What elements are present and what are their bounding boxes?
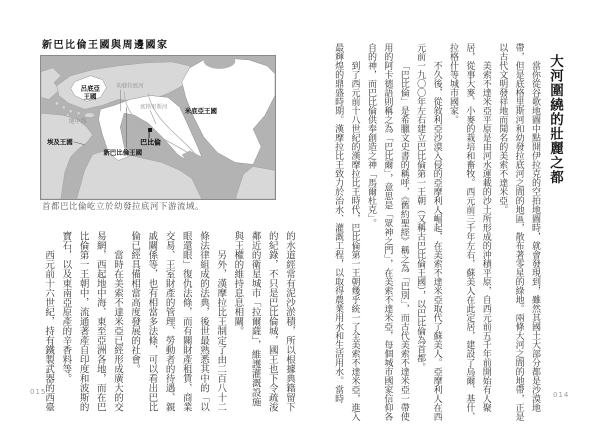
label-euphrates: 幼發拉底河 <box>116 83 144 90</box>
label-media: 米底亞王國 <box>184 107 217 116</box>
paragraph: 當你從谷歌地圖中點開伊拉克的空拍地圖時，就會發現到，雖然其國土大部分都是沙漠地帶，但是底格里斯河和幼發拉底河之間的地區，散布著零星的綠地。兩條大河之間的地帶，正是以古代文明發祥地而聞名的美索不達米亞。 <box>497 43 540 421</box>
island <box>77 112 79 114</box>
paragraph: 西元前十六世紀，持有鐵製武器的西臺 <box>43 250 55 412</box>
label-babylon: 巴比倫 <box>140 138 161 147</box>
paragraph-continuation: 的水道經常有泥沙淤積，所以根據典籍留下的紀錄，不只是巴比倫城，國王也下令疏浚鄰近的衛星城市「拉爾薩」，維護灌溉設施與王權的維持息息相關。 <box>232 231 295 412</box>
right-page-body <box>330 43 543 422</box>
paragraph: 不久後，從敘利亞沙漠入侵的亞摩利人崛起，在美索不達米亞取代了蘇美人。亞摩利人在西元前一九〇〇年左右建立巴比倫第一王朝（又稱古巴比倫王國），以巴比倫為首都。 <box>415 43 442 421</box>
island <box>56 102 59 105</box>
label-mediterranean: 地中海 <box>68 118 87 126</box>
babylon-marker-icon <box>148 128 152 132</box>
page-number-right: 014 <box>553 391 570 399</box>
paragraph: 美索不達米亞平原是由河水運載的沙土所形成的沖積平原，自西元前五千年前開始有人聚居，從事大麥、小麥的栽培和畜牧。西元前三千年左右，蘇美人在此定居，建設了烏爾、基什、拉格什等城市國家。 <box>447 43 491 421</box>
map-figure <box>40 55 276 200</box>
map-svg <box>41 56 275 199</box>
island <box>63 106 65 108</box>
paragraph: 另外，漢摩拉比王制定了由二百八十二條法律組成的法典，後世最熟悉其中的「以眼還眼」復仇法條，而有關財產租賃、商業交易、王室財產的管理、勞動者的待遇、親戚關係等，也有相當多法條，可以看出巴比倫已經具備相當高度發展的社會。 <box>129 231 227 412</box>
page-number-left: 015 <box>30 388 47 396</box>
paragraph: 「巴比倫」是希臘文史書的稱呼，《舊約聖經》稱之為「巴別」，而古代美索不達米亞一帶使用的阿卡德語則稱之為「巴比爾」，意思是「眾神之門」，在美索不達米亞，每個城市國家信仰各自的神，而巴比倫供奉創造之神「馬爾杜克」。 <box>365 43 409 421</box>
map-caption: 首都巴比倫屹立於幼發拉底河下游流域。 <box>42 202 205 212</box>
paragraph: 到了西元前十八世紀的漢摩拉比王時代，巴比倫第一王朝幾乎統一了全美索不達米亞，進入最輝煌的鼎盛時期。漢摩拉比王致力於治水、灌溉工程，以取得農業用水和生活用水。當時 <box>333 43 360 421</box>
label-egypt: 埃及王國 <box>46 137 73 146</box>
island-cyprus <box>85 113 95 118</box>
label-lydia-line1: 呂底亞 <box>80 84 100 93</box>
island <box>67 114 69 116</box>
label-tigris: 底格里斯河 <box>140 104 168 111</box>
left-page-body <box>40 231 298 416</box>
chapter-title: 大河圍繞的壯麗之都 <box>547 54 563 185</box>
paragraph: 當時在美索不達米亞已經形成廣大的交易網，西起地中海、東至亞洲各地，而在巴比倫第一王朝中，流通著產自印度和波斯的寶石，以及東南亞原產的辛香料等。 <box>60 231 123 412</box>
island <box>70 110 72 112</box>
map-title: 新巴比倫王國與周邊國家 <box>42 40 169 51</box>
label-lydia-line2: 王國 <box>83 92 97 101</box>
label-neo-babylonia: 新巴比倫王國 <box>103 148 143 157</box>
